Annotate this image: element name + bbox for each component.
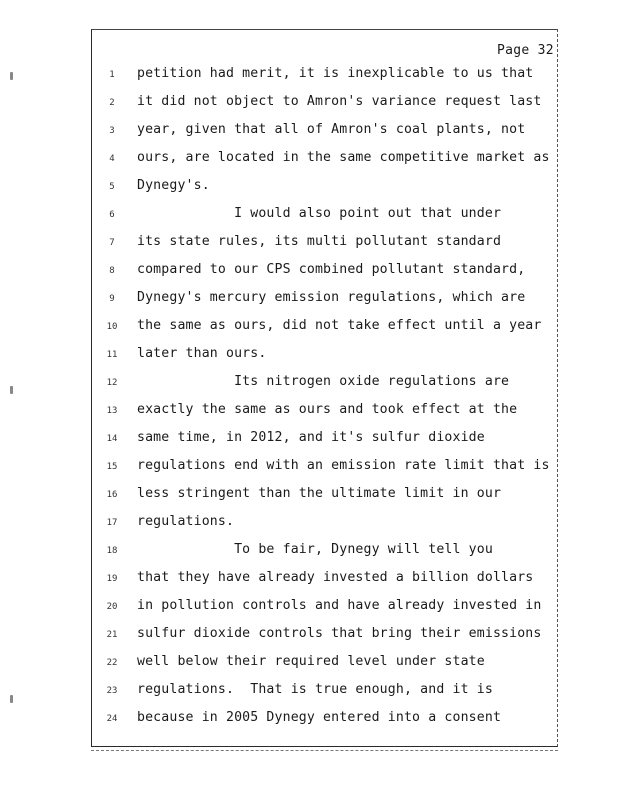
line-number: 5 [109, 182, 115, 192]
line-number: 23 [106, 686, 118, 696]
line-number: 15 [106, 462, 118, 472]
line-number: 16 [106, 490, 118, 500]
line-text: year, given that all of Amron's coal plants, not [137, 122, 526, 137]
line-text: Dynegy's mercury emission regulations, which are [137, 290, 526, 305]
line-text: ours, are located in the same competitive market as [137, 150, 550, 165]
line-number: 18 [106, 546, 118, 556]
line-number: 1 [109, 70, 115, 80]
line-text: later than ours. [137, 346, 267, 361]
line-text: regulations. [137, 514, 235, 529]
line-number: 21 [106, 630, 118, 640]
line-number: 14 [106, 434, 118, 444]
line-number: 22 [106, 658, 118, 668]
line-number: 13 [106, 406, 118, 416]
line-number: 17 [106, 518, 118, 528]
line-text: regulations end with an emission rate limit that is [137, 458, 550, 473]
line-text: regulations. That is true enough, and it is [137, 682, 493, 697]
line-text: in pollution controls and have already invested in [137, 598, 542, 613]
line-text: sulfur dioxide controls that bring their emissions [137, 626, 542, 641]
line-text: Dynegy's. [137, 178, 210, 193]
line-text: the same as ours, did not take effect until a year [137, 318, 542, 333]
punch-hole-mark [10, 72, 13, 80]
line-number: 9 [109, 294, 115, 304]
line-number: 6 [109, 210, 115, 220]
line-number: 12 [106, 378, 118, 388]
line-text: it did not object to Amron's variance request last [137, 94, 542, 109]
line-number: 20 [106, 602, 118, 612]
line-text: I would also point out that under [137, 206, 502, 221]
line-number: 4 [109, 154, 115, 164]
line-text: that they have already invested a billion dollars [137, 570, 534, 585]
line-text: compared to our CPS combined pollutant standard, [137, 262, 526, 277]
line-number: 11 [106, 350, 118, 360]
line-number: 10 [106, 322, 118, 332]
page-number: Page 32 [497, 43, 554, 58]
line-text: well below their required level under state [137, 654, 485, 669]
line-number: 19 [106, 574, 118, 584]
line-text: its state rules, its multi pollutant standard [137, 234, 502, 249]
line-text: exactly the same as ours and took effect at the [137, 402, 518, 417]
line-text: Its nitrogen oxide regulations are [137, 374, 510, 389]
line-text: because in 2005 Dynegy entered into a consent [137, 710, 502, 725]
line-number: 8 [109, 266, 115, 276]
line-number: 3 [109, 126, 115, 136]
footer-rule [91, 750, 558, 751]
line-text: less stringent than the ultimate limit in our [137, 486, 502, 501]
line-number: 2 [109, 98, 115, 108]
line-number: 24 [106, 714, 118, 724]
line-text: same time, in 2012, and it's sulfur dioxide [137, 430, 485, 445]
line-text: To be fair, Dynegy will tell you [137, 542, 493, 557]
line-text: petition had merit, it is inexplicable to us that [137, 66, 534, 81]
punch-hole-mark [10, 695, 13, 703]
line-number: 7 [109, 238, 115, 248]
punch-hole-mark [10, 386, 13, 394]
